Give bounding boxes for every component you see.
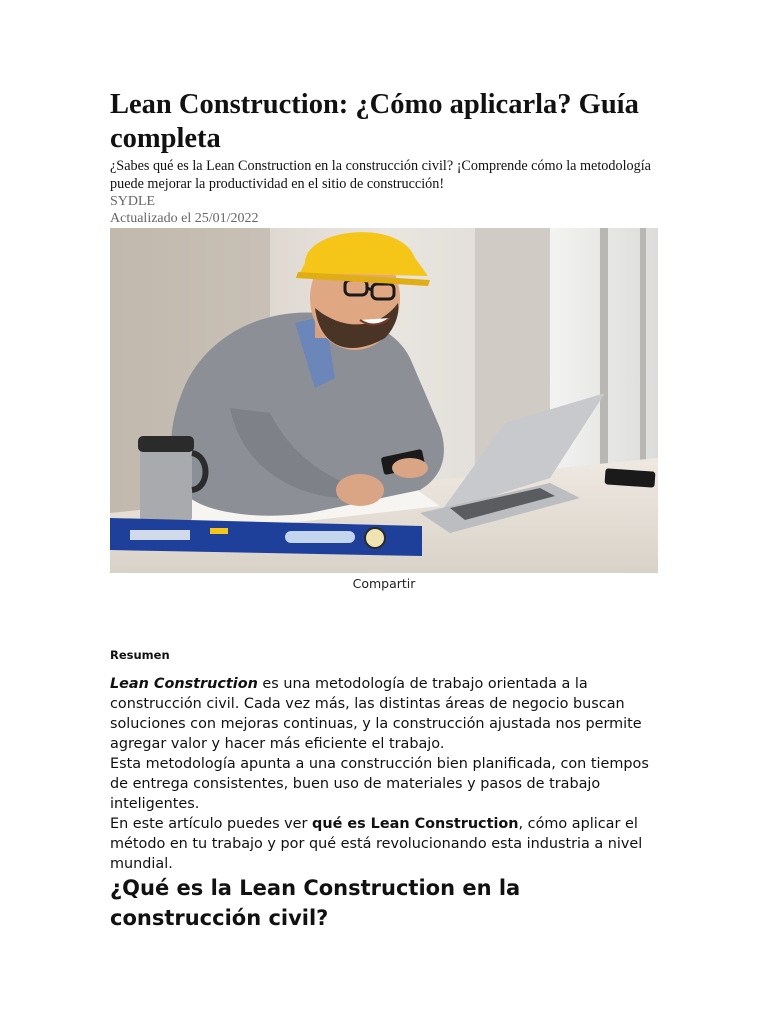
paragraph-3	[110, 814, 658, 874]
lean-construction-emphasis: Lean Construction	[110, 676, 258, 692]
article	[110, 88, 658, 930]
article-subtitle: ¿Sabes qué es la Lean Construction en la construcción civil? ¡Comprende cómo la metodología puede mejorar la productividad en el sitio de construcción!	[110, 158, 651, 192]
summary-label: Resumen	[110, 648, 170, 662]
article-author[interactable]: SYDLE	[110, 194, 156, 209]
thermos	[140, 443, 192, 523]
paragraph-1	[110, 674, 658, 754]
section-heading: ¿Qué es la Lean Construction en la construcción civil?	[110, 876, 521, 930]
paragraph-3-post: , cómo aplicar el método en tu trabajo y por qué está revolucionando esta industria a nivel mundial.	[110, 816, 643, 872]
hero-image	[110, 228, 658, 573]
paragraph-3-bold: qué es Lean Construction	[312, 816, 519, 832]
paragraph-2: Esta metodología apunta a una construcción bien planificada, con tiempos de entrega consistentes, buen uso de materiales y pasos de trabajo inteligentes.	[110, 756, 649, 812]
share-button[interactable]: Compartir	[352, 576, 416, 591]
article-updated-date: Actualizado el 25/01/2022	[110, 211, 259, 226]
article-title: Lean Construction: ¿Cómo aplicarla? Guía completa	[110, 89, 639, 154]
paragraph-3-pre: En este artículo puedes ver	[110, 816, 313, 832]
article-body	[110, 674, 658, 874]
paragraph-1-text: es una metodología de trabajo orientada a la construcción civil. Cada vez más, las distintas áreas de negocio buscan soluciones con mejoras continuas, y la construcción ajustada nos permite agregar valor y hacer más eficiente el trabajo.	[110, 676, 642, 752]
